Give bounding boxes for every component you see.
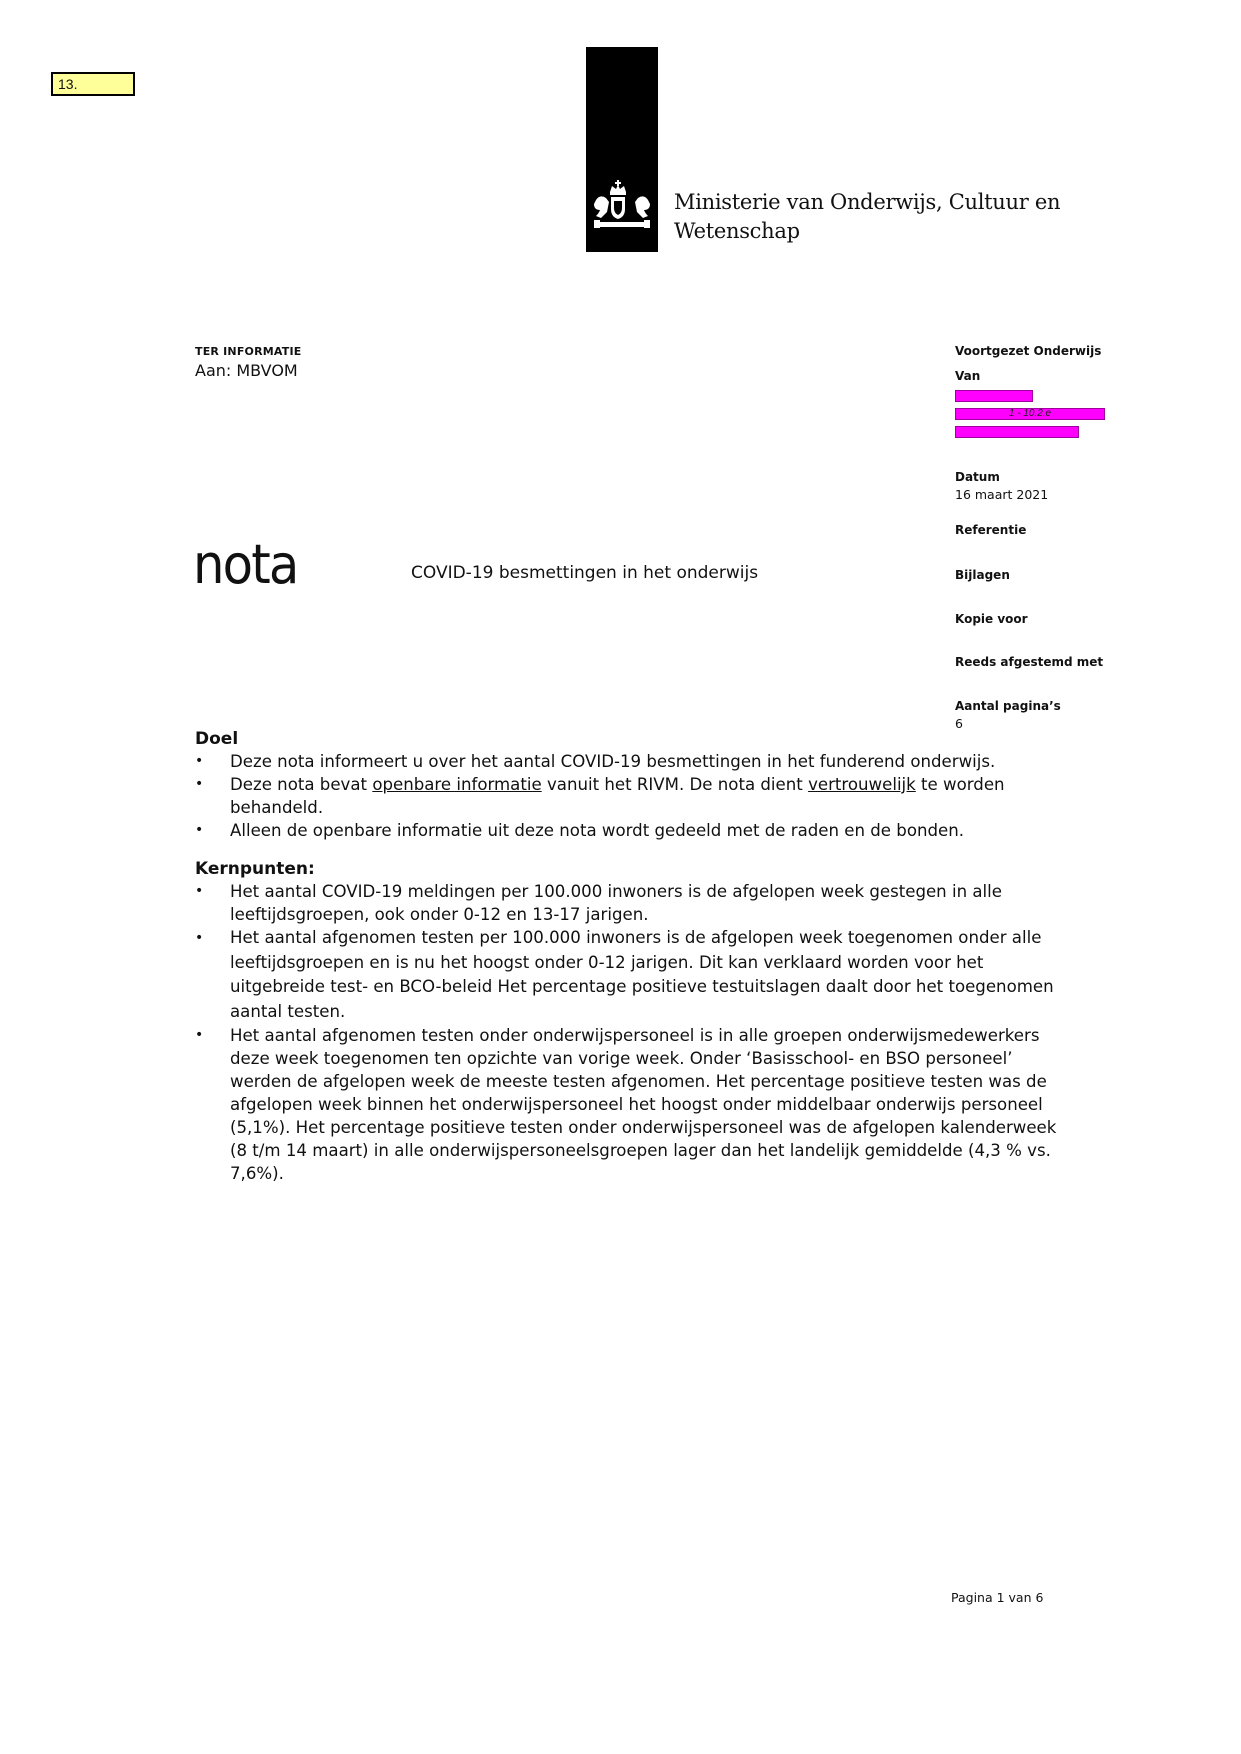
ministry-name-line1: Ministerie van Onderwijs, Cultuur en	[674, 190, 1061, 214]
bullet-icon: •	[195, 883, 204, 899]
underlined-vertrouwelijk: vertrouwelijk	[808, 775, 916, 794]
van-label: Van	[955, 369, 981, 383]
department-label: Voortgezet Onderwijs	[955, 344, 1102, 358]
bullet-icon: •	[195, 1027, 204, 1043]
kernpunt-item: • Het aantal COVID-19 meldingen per 100.000 inwoners is de afgelopen week gestegen in alle leeftijdsgroepen, ook onder 0-12 en 13-17 jarigen.	[195, 882, 1002, 924]
kernpunten-section	[195, 858, 1075, 1185]
kernpunt-item: • Het aantal afgenomen testen onder onderwijspersoneel is in alle groepen onderwijsmedewerkers deze week toegenomen ten opzichte van vorige week. Onder ‘Basisschool- en BSO personeel’ werden de afgelopen week de meeste testen afgenomen. Het percentage positieve testen was de afgelopen week binnen het onderwijspersoneel het hoogst onder middelbaar onderwijs personeel (5,1%). Het percentage positieve testen onder onderwijspersoneel was de afgelopen kalenderweek (8 t/m 14 maart) in alle onderwijspersoneelsgroepen lager dan het landelijk gemiddelde (4,3 % vs. 7,6%).	[195, 1026, 1057, 1183]
document-type: nota	[193, 533, 298, 596]
document-number-label: 13.	[51, 72, 135, 96]
bullet-icon: •	[195, 930, 204, 946]
page-number: Pagina 1 van 6	[951, 1590, 1044, 1605]
redaction-box	[955, 426, 1079, 438]
ministry-name	[674, 188, 1060, 246]
distribution-kind: TER INFORMATIE	[195, 345, 302, 358]
doel-section	[195, 728, 1075, 842]
bijlagen-label: Bijlagen	[955, 568, 1010, 582]
doel-item: • Deze nota bevat openbare informatie vanuit het RIVM. De nota dient vertrouwelijk te worden behandeld.	[195, 775, 1005, 817]
datum-value: 16 maart 2021	[955, 487, 1049, 502]
kernpunten-heading: Kernpunten:	[195, 859, 315, 879]
underlined-openbare-informatie: openbare informatie	[372, 775, 542, 794]
ministry-name-line2: Wetenschap	[674, 219, 800, 243]
doel-heading: Doel	[195, 729, 239, 749]
referentie-label: Referentie	[955, 523, 1027, 537]
aantal-paginas-label: Aantal pagina’s	[955, 699, 1061, 713]
redaction-box: 1 - 10.2.e	[955, 408, 1105, 420]
redaction-box	[955, 390, 1033, 402]
doel-item: • Alleen de openbare informatie uit deze nota wordt gedeeld met de raden en de bonden.	[195, 821, 965, 840]
bullet-icon: •	[195, 822, 204, 838]
datum-label: Datum	[955, 470, 1000, 484]
doel-item: • Deze nota informeert u over het aantal COVID-19 besmettingen in het funderend onderwijs.	[195, 752, 996, 771]
reeds-afgestemd-label: Reeds afgestemd met	[955, 655, 1104, 669]
aantal-paginas-value: 6	[955, 716, 963, 731]
bullet-icon: •	[195, 753, 204, 769]
bullet-icon: •	[195, 776, 204, 792]
ministry-logo-bar	[586, 47, 658, 252]
kopie-voor-label: Kopie voor	[955, 612, 1028, 626]
document-subject: COVID-19 besmettingen in het onderwijs	[411, 563, 759, 583]
addressee-block	[195, 345, 301, 380]
kernpunt-item: • Het aantal afgenomen testen per 100.000 inwoners is de afgelopen week toegenomen onder alle leeftijdsgroepen en is nu het hoogst onder 0-12 jarigen. Dit kan verklaard worden voor het uitgebreide test- en BCO-beleid Het percentage positieve testuitslagen daalt door het toegenomen aantal testen.	[195, 928, 1054, 1021]
addressee: Aan: MBVOM	[195, 361, 298, 380]
coat-of-arms-icon	[590, 178, 654, 238]
